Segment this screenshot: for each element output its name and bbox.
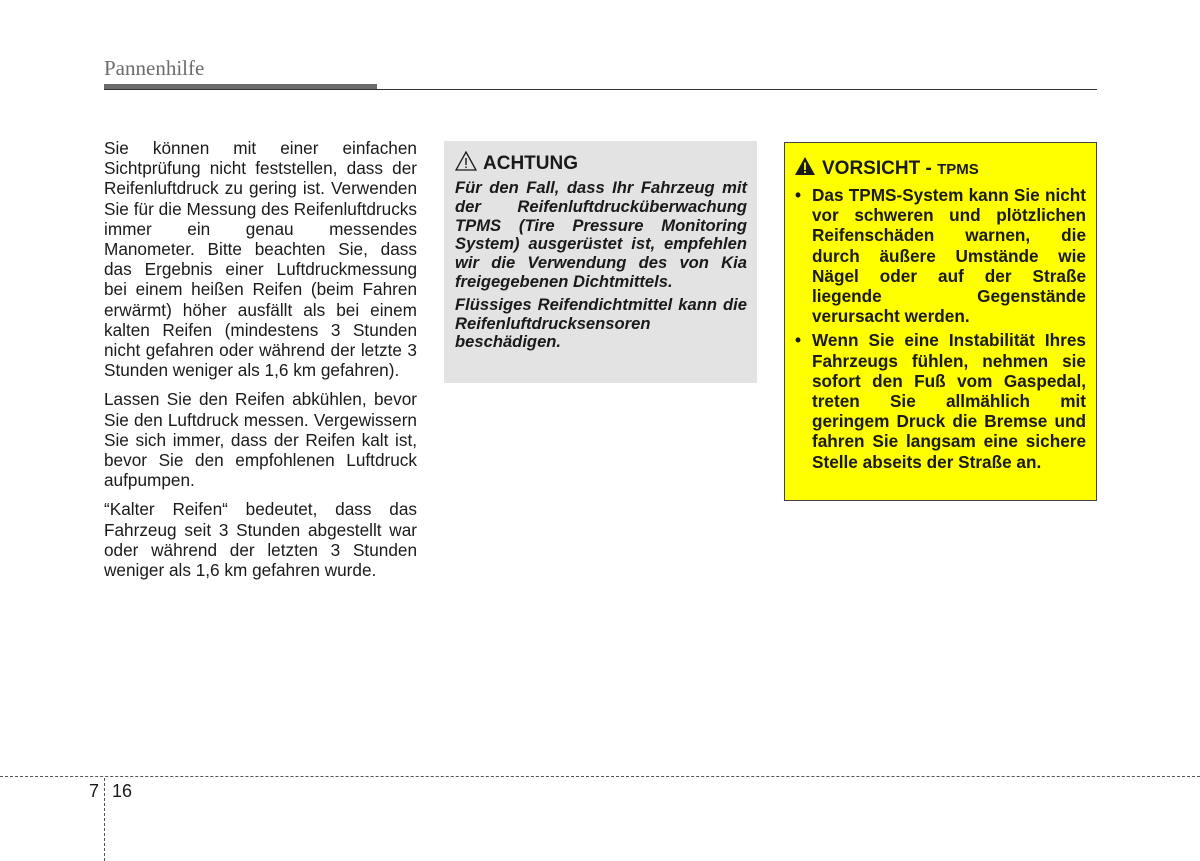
paragraph: Lassen Sie den Reifen abkühlen, bevor Sie den Luftdruck messen. Vergewissern Sie sich immer, dass der Reifen kalt ist, bevor Sie den empfohlenen Luftdruck aufpumpen. — [104, 389, 417, 491]
achtung-title: ACHTUNG — [483, 152, 578, 174]
vorsicht-list-item: • Wenn Sie eine Instabilität Ihres Fahrzeugs fühlen, nehmen sie sofort den Fuß vom Gaspedal, treten Sie allmählich mit geringem Druck die Bremse und fahren Sie langsam eine sichere Stelle abseits der Straße an. — [794, 330, 1086, 471]
achtung-paragraph: Für den Fall, dass Ihr Fahrzeug mit der Reifenluftdrucküberwachung TPMS (Tire Pressure Monitoring System) ausgerüstet ist, empfehlen wir die Verwendung des von Kia freigegebenen Dichtmittels. — [455, 178, 747, 291]
achtung-paragraph: Flüssiges Reifendichtmittel kann die Reifenluftdrucksensoren beschädigen. — [455, 294, 747, 352]
achtung-warning-box — [444, 141, 757, 383]
page-header-title: Pannenhilfe — [104, 56, 205, 80]
paragraph: Sie können mit einer einfachen Sichtprüfung nicht feststellen, dass der Reifenluftdruck zu gering ist. Verwenden Sie für die Messung des Reifenluftdrucks immer ein genau messendes Manometer. Bitte beachten Sie, dass das Ergebnis einer Luftdruckmessung bei einem heißen Reifen (beim Fahren erwärmt) höher ausfällt als bei einem kalten Reifen (mindestens 3 Stunden nicht gefahren oder während der letzte 3 Stunden weniger als 1,6 km gefahren). — [104, 138, 417, 381]
vorsicht-tpms-box — [784, 142, 1097, 501]
warning-triangle-filled-icon — [794, 156, 816, 181]
paragraph: “Kalter Reifen“ bedeutet, dass das Fahrzeug seit 3 Stunden abgestellt war oder während der letzten 3 Stunden weniger als 1,6 km gefahren wurde. — [104, 499, 417, 581]
vorsicht-list — [794, 185, 1086, 472]
main-text-column — [104, 138, 417, 589]
chapter-number: 7 — [89, 781, 100, 801]
footer-dashed-rule — [0, 776, 1200, 777]
vorsicht-title — [822, 158, 979, 180]
vorsicht-list-item: • Das TPMS-System kann Sie nicht vor schweren und plötzlichen Reifenschäden warnen, die durch äußere Umstände wie Nägel oder auf der Straße liegende Gegenstände verursacht werden. — [794, 185, 1086, 326]
achtung-header — [455, 151, 747, 176]
footer-dashed-divider — [104, 778, 105, 861]
vorsicht-header — [794, 156, 1086, 181]
page-number: 16 — [112, 781, 133, 801]
header-rule — [104, 89, 1097, 90]
vorsicht-title-suffix: TPMS — [937, 160, 979, 178]
warning-triangle-outline-icon — [455, 151, 477, 176]
vorsicht-title-main: VORSICHT - — [822, 157, 938, 179]
achtung-body — [455, 179, 747, 352]
